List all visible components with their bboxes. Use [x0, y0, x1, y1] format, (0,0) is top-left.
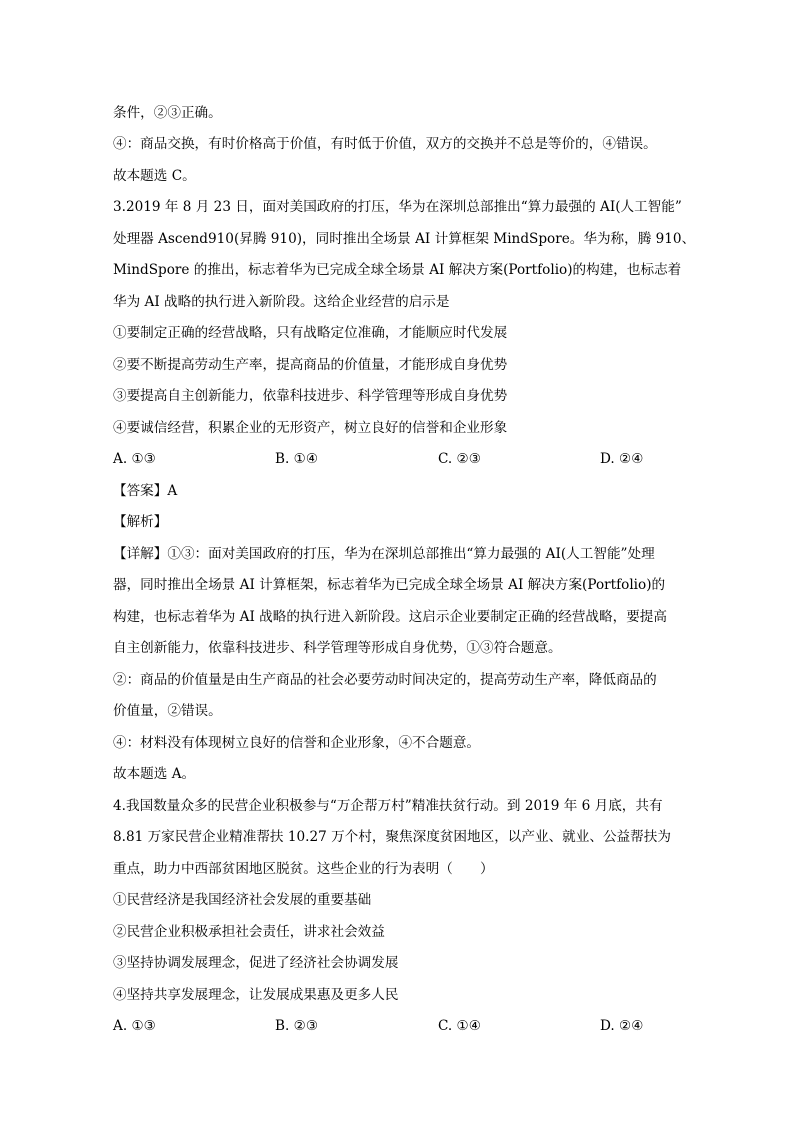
- detail-line: 自主创新能力，依靠科技进步、科学管理等形成自身优势，①③符合题意。: [113, 640, 562, 656]
- question-4-item: ④坚持共享发展理念，让发展成果惠及更多人民: [113, 987, 399, 1003]
- option-b: B. ①④: [275, 451, 319, 467]
- text-line: 故本题选 C。: [113, 168, 196, 184]
- question-4-stem: 4.我国数量众多的民营企业积极参与“万企帮万村”精准扶贫行动。到 2019 年 6 月底，共有: [113, 798, 663, 814]
- text-line: 条件，②③正确。: [113, 105, 222, 121]
- detail-line: 价值量，②错误。: [113, 703, 222, 719]
- question-3-stem: 处理器 Ascend910(昇腾 910)，同时推出全场景 AI 计算框架 MindSpore。华为称，腾 910、: [113, 231, 696, 247]
- option-d: D. ②④: [600, 1018, 644, 1034]
- analysis-label: 【解析】: [113, 514, 168, 530]
- option-b: B. ②③: [275, 1018, 319, 1034]
- option-a: A. ①③: [113, 1018, 156, 1034]
- question-3-stem: 3.2019 年 8 月 23 日，面对美国政府的打压，华为在深圳总部推出“算力最强的 AI(人工智能”: [113, 199, 682, 215]
- question-4-item: ②民营企业积极承担社会责任，讲求社会效益: [113, 924, 385, 940]
- question-4-stem: 8.81 万家民营企业精准帮扶 10.27 万个村，聚焦深度贫困地区，以产业、就业、公益帮扶为: [113, 829, 671, 845]
- question-3-stem: 华为 AI 战略的执行进入新阶段。这给企业经营的启示是: [113, 294, 450, 310]
- question-4-stem: 重点，助力中西部贫困地区脱贫。这些企业的行为表明（ ）: [113, 861, 494, 877]
- question-4-item: ①民营经济是我国经济社会发展的重要基础: [113, 892, 372, 908]
- detail-line: 故本题选 A。: [113, 766, 196, 782]
- question-3-item: ②要不断提高劳动生产率，提高商品的价值量，才能形成自身优势: [113, 357, 508, 373]
- option-d: D. ②④: [600, 451, 644, 467]
- answer: 【答案】A: [113, 483, 178, 499]
- question-3-item: ③要提高自主创新能力，依靠科技进步、科学管理等形成自身优势: [113, 388, 508, 404]
- question-4-item: ③坚持协调发展理念，促进了经济社会协调发展: [113, 955, 399, 971]
- detail-line: 【详解】①③：面对美国政府的打压，华为在深圳总部推出“算力最强的 AI(人工智能”处理: [113, 546, 655, 562]
- detail-line: 构建，也标志着华为 AI 战略的执行进入新阶段。这启示企业要制定正确的经营战略，要提高: [113, 609, 667, 625]
- option-c: C. ①④: [438, 1018, 481, 1034]
- question-3-stem: MindSpore 的推出，标志着华为已完成全球全场景 AI 解决方案(Portfolio)的构建，也标志着: [113, 262, 682, 278]
- detail-line: 器，同时推出全场景 AI 计算框架，标志着华为已完成全球全场景 AI 解决方案(Portfolio)的: [113, 577, 666, 593]
- question-3-item: ①要制定正确的经营战略，只有战略定位准确，才能顺应时代发展: [113, 325, 508, 341]
- option-c: C. ②③: [438, 451, 481, 467]
- question-3-item: ④要诚信经营，积累企业的无形资产，树立良好的信誉和企业形象: [113, 420, 508, 436]
- detail-line: ②：商品的价值量是由生产商品的社会必要劳动时间决定的，提高劳动生产率，降低商品的: [113, 672, 657, 688]
- detail-line: ④：材料没有体现树立良好的信誉和企业形象，④不合题意。: [113, 735, 481, 751]
- text-line: ④：商品交换，有时价格高于价值，有时低于价值，双方的交换并不总是等价的，④错误。: [113, 136, 657, 152]
- option-a: A. ①③: [113, 451, 156, 467]
